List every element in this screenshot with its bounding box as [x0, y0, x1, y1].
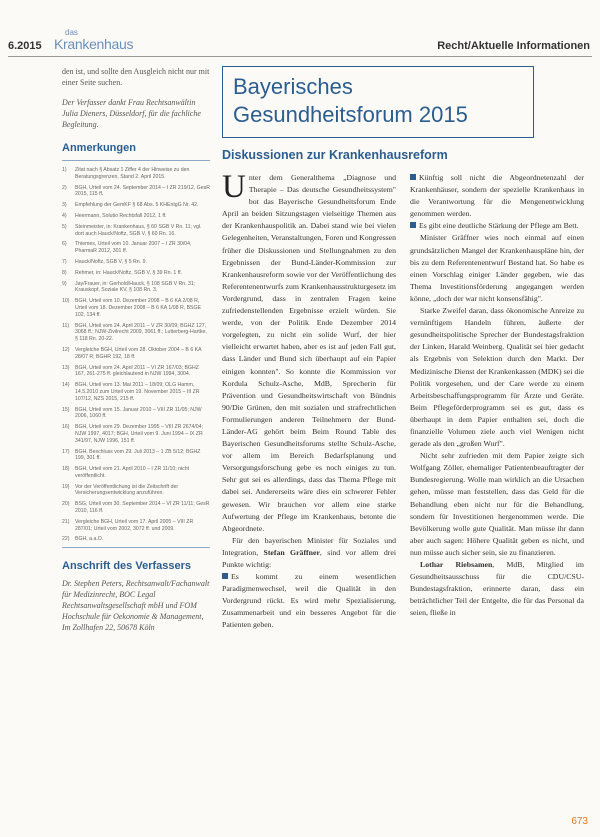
note-text: Empfehlung der GemKF § 68 Abs. 5 KHEntgG Nr. 42. [75, 202, 199, 209]
note-item [62, 241, 210, 255]
note-text: Zitat nach § Absatz 1 Ziffer 4 der Hinweise zu den Beratungsgrenzen, Stand 2. April 2015. [75, 167, 190, 180]
bullet-text-2: Künftig soll nicht die Abgeordnetenzahl der Krankenhäuser, sondern der spezielle Krankenhaus in die Verantwortung für die Mengenentwicklung genommen werden. [410, 173, 584, 219]
note-number: 11) [62, 322, 70, 329]
note-item [62, 501, 210, 515]
note-item [62, 270, 210, 277]
notes-list [62, 167, 210, 543]
note-item [62, 449, 210, 463]
acknowledgement: Der Verfasser dankt Frau Rechtsanwältin Julia Dieners, Düsseldorf, für die fachliche Begleitung. [62, 98, 201, 129]
note-item [62, 407, 210, 421]
intro-paragraph [222, 169, 396, 535]
intro-text: nter dem Generalthema „Diagnose und Therapie – Das deutsche Gesundheitssystem" bot das Bayerische Gesundheitsforum Ende April an beiden Sitzungstagen vielseitige Themen aus der Krankenhauspolitik an. Dabei stand wie bei vielen Gelegenheiten, Veranstaltungen, Foren und Kongressen früher die Diskussionen und Stellungnahmen zu den Ergebnissen der Bund-Länder-Kommission zur Krankenhausreform sowie vor der Veröffentlichung des Referentenentwurfs zum Krankenhausstrukturgesetz im Vordergrund, dass in zentralen Fragen keine zufriedenstellenden Ergebnisse erzielt würden. Sie werde, von der Politik Ende Dezember 2014 vorgelegten, zu nicht ein solide Wurf, der hier vielleicht erwartet haben, aber es ist auf jeden Fall gut, dass Länder und Bund sich überhaupt auf ein Papier einigen konnten". So konnte die Kommission vor Kordula Schulz-Asche, MdB, Sprecherin für Prävention und Gesundheitswirtschaft von Bündnis 90/Die Grünen, den mit sozialen und strafrechtlichen Formulierungen anderen Teilnehmern der Bund-Länder-AG gehört beim Beim Round Table des Bayerischen Gesundheitsforums stellte Schulz-Asche, vor allem im Bereich Bedarfsplanung und Versorgungsforschung gebe es noch einiges zu tun. Sehr gut sei es allerdings, dass das Thema Pflege mit dabei sei. Andererseits wäre dies ein schwerer Fehler gewesen. Wir brauchen vor allem eine starke Aufwertung der Pflege im Krankenhaus, betonte die Abgeordnete. [222, 173, 396, 533]
page-header [0, 0, 600, 60]
note-number: 18) [62, 466, 70, 473]
body-paragraph: Starke Zweifel daran, dass ökonomische Anreize zu vernünftigem Handeln führen, äußerte der gesundheitspolitische Sprecher der Bundestagsfraktion der Linken, Harald Weinberg. Qualität sei hier gedacht als Ergebnis von Selektion durch den Markt. Der Medizinische Dienst der Krankenkassen (MDK) sei die Politik vorgesehen, und der Care werde zu einem Arbeitsbeschaffungsprogramm für Ärzte und Geräte. Beim Pflegeförderprogramm sei es gut, dass es überhaupt in dem Papier enthalten sei, doch die finanzielle Volumen ziele auch viel Wenigen nicht gerade als den „großen Wurf". [410, 306, 584, 449]
note-text: BGH, a.a.O. [75, 536, 104, 543]
left-column [62, 66, 210, 633]
note-number: 6) [62, 241, 67, 248]
note-number: 10) [62, 298, 70, 305]
note-item [62, 202, 210, 209]
article-column-1 [222, 169, 396, 632]
note-item [62, 323, 210, 343]
bullet-text-1: Es kommt zu einem wesentlichen Paradigmenwechsel, weil die Qualität in den Vordergrund rückt. Es wird mehr Spezialisierung, Zusammenarbeit und ein besseres Angebot für die Patienten geben. [222, 572, 396, 630]
note-number: 22) [62, 536, 70, 543]
note-item [62, 365, 210, 379]
note-item [62, 213, 210, 220]
note-text: Heermann, Solutio Rechtsfall 2012, 1 ff. [75, 212, 167, 219]
page-number: 673 [571, 816, 588, 827]
note-number: 13) [62, 364, 70, 371]
note-number: 21) [62, 518, 70, 525]
author-address: Dr. Stephen Peters, Rechtsanwalt/Fachanwalt für Medizinrecht, BOC Legal Rechtsanwaltsgesellschaft mbH und FOM Hochschule für Oekonomie & Management, Im Zollhafen 22, 50678 Köln [62, 579, 210, 633]
note-number: 7) [62, 258, 67, 265]
header-divider [8, 56, 592, 57]
speaker-text: , MdB, Mitglied im Gesundheitsausschuss für die CDU/CSU-Bundestagsfraktion, erinnerte daran, dass ein beträchtlicher Teil der Entgelte, die für das Personal da seien, fließe in [410, 560, 584, 618]
note-number: 14) [62, 382, 70, 389]
note-text: BGH, Beschluss vom 29. Juli 2013 – 1 ZB 5/12; BGHZ 199, 301 ff. [75, 448, 201, 462]
note-number: 19) [62, 483, 70, 490]
note-text: BGH, Urteil vom 24. April 2011 – V ZR 30/09; BGHZ 127, 3068 ff.; NJW-Zivilrecht 2009, 3061 ff.; Lutterberg-Hartke, § 118 Rn. 20-22. [75, 322, 207, 343]
note-number: 9) [62, 280, 67, 287]
note-number: 1) [62, 167, 67, 173]
note-item [62, 259, 210, 266]
note-number: 3) [62, 202, 67, 209]
bullet-square-icon [222, 573, 228, 579]
note-text: BSG, Urteil vom 30. September 2014 – VI ZR 11/11; GesR 2010, 116 ff. [75, 501, 210, 515]
author-heading: Anschrift des Verfassers [62, 560, 192, 573]
riebsamen-paragraph [410, 559, 584, 619]
body-paragraph: Minister Gräffner wies noch einmal auf einen grundsätzlichen Mangel der Krankenhauspläne hin, der bis zu dem Referentenentwurf Bestand hat. So habe es einen Vorschlag einiger Länder gegeben, wie das Thema Investitionsförderung angegangen werden könne, „doch der war nicht konsensfähig". [410, 233, 584, 303]
note-text: Hauck/Noftz, SGB V, § 5 Rn. 9. [75, 258, 147, 265]
logo-prefix: das [65, 28, 78, 37]
note-text: BGH, Urteil vom 13. Mai 2011 – 18/09; OLG Hamm, 14.5.2010 zum Urteil vom 19. November 2015 – III ZR 107/12, NZS 2015, 215 ff. [75, 382, 200, 402]
minister-text-before: Für den bayerischen Minister für Soziales und Integration, [222, 535, 396, 557]
note-item [62, 424, 210, 444]
note-text: Steinmeister, in: Krankenhaus, § 60 SGB V Rn. 11; vgl. dort auch Hauck/Noftz, SGB V, § 60 Rn. 16. [75, 223, 202, 237]
article-body [222, 169, 584, 632]
note-item [62, 167, 210, 181]
note-text: BGH, Urteil vom 15. Januar 2010 – VIII ZR 11/05; NJW 2006, 1060 ff. [75, 406, 202, 420]
note-text: BGH, Urteil vom 29. Dezember 1995 – VIII ZR 2674/04; NJW 1997, 4017; BGH, Urteil vom 9. Juni 1994 – IX ZR 341/97, NJW 1996, 151 ff. [75, 424, 204, 444]
note-number: 17) [62, 448, 70, 455]
notes-heading: Anmerkungen [62, 142, 136, 154]
minister-paragraph [222, 535, 396, 571]
article-column-2 [410, 172, 584, 632]
notes-divider [62, 160, 210, 161]
author-divider [62, 547, 210, 548]
note-item [62, 466, 210, 480]
bullet-point-3 [410, 220, 584, 232]
note-text: Rehmer, in: Hauck/Noftz, SGB V, § 39 Rn. 1 ff. [75, 269, 182, 276]
article-title-line-2: Gesundheitsforum 2015 [233, 102, 468, 127]
article [222, 66, 584, 632]
note-text: BGH, Urteil vom 24. April 2011 – VI ZR 167/03; BGHZ 167, 261-275 ff. gleichlautend in NJW 1994, 3004. [75, 364, 199, 378]
minister-text-after: , sind vor allem drei Punkte wichtig: [222, 547, 396, 569]
note-number: 4) [62, 212, 67, 219]
note-item [62, 484, 210, 498]
bullet-point-2 [410, 172, 584, 220]
section-title: Recht/Aktuelle Informationen [437, 40, 590, 52]
note-number: 20) [62, 501, 70, 508]
note-item [62, 519, 210, 533]
note-number: 12) [62, 346, 70, 353]
article-title-line-1: Bayerisches [233, 74, 353, 99]
note-text: Vergleiche BGH, Urteil vom 28. Oktober 2004 – B 6 KA 28/07 R; BGHR 192, 18 ff. [75, 346, 202, 360]
minister-name: Stefan Gräffner [263, 547, 320, 557]
bullet-square-icon [410, 174, 416, 180]
body-paragraph: Nicht sehr zufrieden mit dem Papier zeigte sich Wolfgang Zöller, ehemaliger Patientenbeauftragter der Bundesregierung. Wolle man wirklich an die Ursachen gehen, müsse man feststellen, dass das Geld für die Behandlung eben nicht nur für die Behandlung, sondern für Investitionen hergenommen werde. Die Bevölkerung wolle gute Qualität. Man müsse ihr dann aber auch sagen: Höhere Qualität geben es nicht, und nun müsse auch sicher sein, sie zu finanzieren. [410, 451, 584, 557]
bullet-point-1 [222, 571, 396, 631]
note-text: Thiemes, Urteil vom 10. Januar 2007 – I ZR 30/04, PharmaR 2012, 301 ff. [75, 241, 192, 255]
note-number: 8) [62, 269, 67, 276]
note-item [62, 536, 210, 543]
note-item [62, 347, 210, 361]
continued-paragraph: den ist, und sollte den Ausgleich nicht nur mit einer Seite suchen. [62, 67, 210, 87]
note-item [62, 298, 210, 318]
note-item [62, 185, 210, 199]
note-text: Vor der Veröffentlichung ist die Zeitschrift der Versicherungsentwicklung anzuführen. [75, 483, 179, 497]
note-text: BGH, Urteil vom 10. Dezember 2008 – B 6 KA 2/08 R, Urteil vom 18. Dezember 2008 – B 6 KA 1/08 R, BSGE 102, 134 ff. [75, 298, 202, 318]
article-subtitle: Diskussionen zur Krankenhausreform [222, 148, 448, 162]
note-number: 15) [62, 406, 70, 413]
note-number: 16) [62, 424, 70, 431]
speaker-name: Lothar Riebsamen [420, 560, 493, 569]
note-item [62, 382, 210, 402]
logo-name: Krankenhaus [54, 36, 134, 52]
bullet-square-icon [410, 222, 416, 228]
bullet-text-3: Es gibt eine deutliche Stärkung der Pflege am Bett. [419, 221, 579, 231]
issue-number: 6.2015 [8, 40, 42, 52]
note-number: 2) [62, 184, 67, 191]
note-text: BGH, Urteil vom 24. September 2014 – I ZR 219/12, GesR 2015, 115 ff. [75, 184, 210, 198]
note-text: Jay/Frauer, in: Gerhold/Hauck, § 108 SGB V Rn. 31; Krauskopf, Soziale KV, § 108 Rn. 3. [75, 280, 196, 294]
article-title-box [222, 66, 534, 138]
note-item [62, 281, 210, 295]
drop-cap: U [222, 169, 246, 205]
note-text: BGH, Urteil vom 21. April 2010 – I ZR 11/10; nicht veröffentlicht. [75, 466, 190, 479]
note-text: Vergleiche BGH, Urteil vom 17. April 2005 – VIII ZR 287/01; Urteil vom 2002, 3072 ff. und 2009. [75, 518, 194, 532]
note-number: 5) [62, 223, 67, 230]
note-item [62, 224, 210, 238]
